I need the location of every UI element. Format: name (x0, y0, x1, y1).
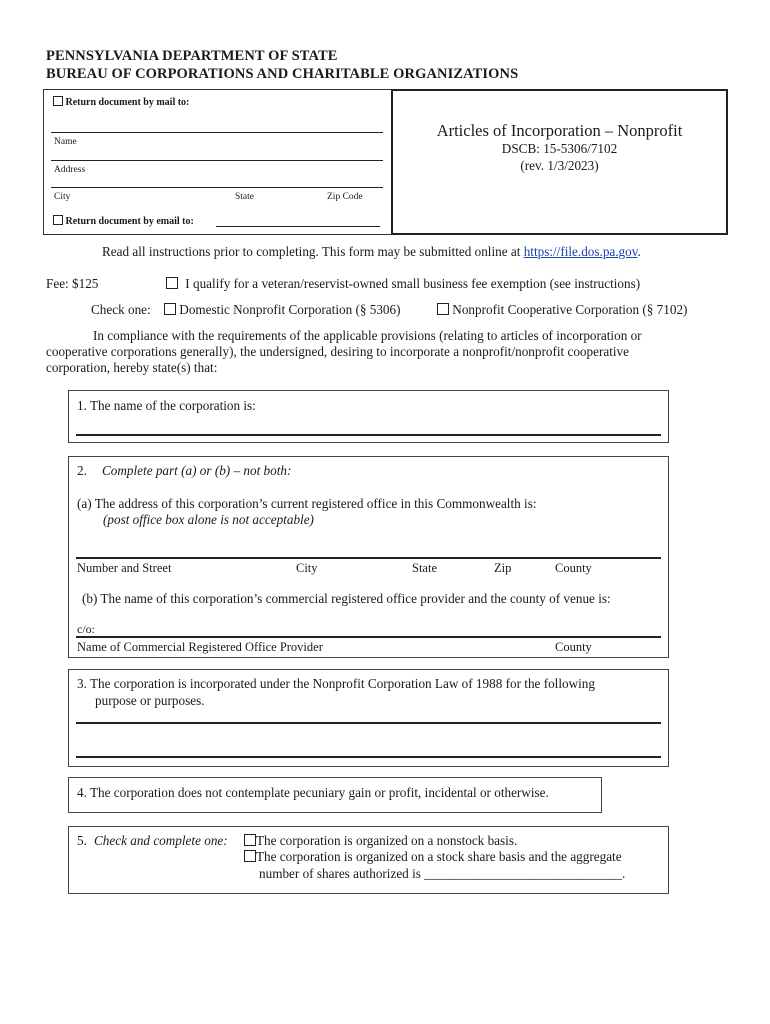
office-provider-line[interactable] (76, 636, 661, 638)
provider-county-label: County (555, 640, 592, 654)
street-label: Number and Street (77, 561, 172, 575)
email-return-checkbox[interactable] (53, 215, 63, 225)
section-5-number: 5. (77, 833, 87, 848)
veteran-exemption-checkbox[interactable] (166, 277, 178, 289)
mail-return-label: Return document by mail to: (65, 97, 190, 108)
pecuniary-gain-statement: 4. The corporation does not contemplate pecuniary gain or profit, incidental or otherwise. (77, 785, 549, 800)
compliance-line-2: cooperative corporations generally), the undersigned, desiring to incorporate a nonprofit/nonprofit cooperative (46, 344, 629, 359)
zip-label: Zip Code (327, 192, 363, 202)
zip-col-label: Zip (494, 561, 512, 575)
state-col-label: State (412, 561, 437, 575)
domestic-nonprofit-checkbox[interactable] (164, 303, 176, 315)
instructions-text: Read all instructions prior to completing. This form may be submitted online at https://file.dos.pa.gov. (102, 244, 641, 259)
nonprofit-cooperative-checkbox[interactable] (437, 303, 449, 315)
section-5-heading: Check and complete one: (94, 833, 228, 848)
bureau-title: BUREAU OF CORPORATIONS AND CHARITABLE ORGANIZATIONS (46, 66, 519, 82)
registered-office-label: (a) The address of this corporation’s current registered office in this Commonwealth is: (77, 496, 537, 511)
office-provider-label: (b) The name of this corporation’s commercial registered office provider and the county of venue is: (82, 591, 611, 606)
email-line[interactable] (216, 226, 380, 227)
city-col-label: City (296, 561, 318, 575)
mail-return-checkbox[interactable] (53, 96, 63, 106)
nonstock-label: The corporation is organized on a nonstock basis. (256, 833, 518, 848)
section-2-heading: Complete part (a) or (b) – not both: (102, 463, 292, 478)
purpose-line-b[interactable] (76, 756, 661, 758)
city-label: City (54, 192, 71, 202)
care-of-label: c/o: (77, 622, 95, 636)
domestic-nonprofit-label: Domestic Nonprofit Corporation (§ 5306) (179, 302, 401, 317)
compliance-line-3: corporation, hereby state(s) that: (46, 360, 218, 375)
corporation-name-line[interactable] (76, 434, 661, 436)
form-title: Articles of Incorporation – Nonprofit (436, 121, 683, 140)
stock-share-checkbox[interactable] (244, 850, 256, 862)
fee-label: Fee: $125 (46, 276, 99, 291)
provider-name-label: Name of Commercial Registered Office Provider (77, 640, 323, 654)
purpose-line-a[interactable] (76, 722, 661, 724)
name-label: Name (54, 137, 77, 147)
name-line[interactable] (51, 132, 383, 133)
po-box-note: (post office box alone is not acceptable) (103, 512, 314, 527)
department-title: PENNSYLVANIA DEPARTMENT OF STATE (46, 48, 338, 64)
form-revision: (rev. 1/3/2023) (520, 158, 599, 173)
shares-authorized-label: number of shares authorized is ______________________________. (259, 866, 626, 881)
check-one-label: Check one: (91, 302, 151, 317)
stock-share-label: The corporation is organized on a stock share basis and the aggregate (256, 849, 622, 864)
section-2-number: 2. (77, 463, 87, 478)
county-col-label: County (555, 561, 592, 575)
form-code: DSCB: 15-5306/7102 (501, 141, 618, 156)
compliance-line-1: In compliance with the requirements of the applicable provisions (relating to articles of incorporation or (93, 328, 642, 343)
email-return-label: Return document by email to: (65, 216, 194, 227)
registered-office-line[interactable] (76, 557, 661, 559)
nonstock-checkbox[interactable] (244, 834, 256, 846)
return-box (43, 89, 392, 235)
state-label: State (235, 192, 254, 202)
purpose-line-1: 3. The corporation is incorporated under the Nonprofit Corporation Law of 1988 for the following (77, 676, 595, 691)
nonprofit-cooperative-label: Nonprofit Cooperative Corporation (§ 7102) (452, 302, 688, 317)
address-label: Address (54, 165, 86, 175)
purpose-line-2: purpose or purposes. (95, 693, 205, 708)
city-line[interactable] (51, 187, 383, 188)
address-line[interactable] (51, 160, 383, 161)
online-filing-link[interactable]: https://file.dos.pa.gov (523, 244, 638, 259)
corporation-name-label: 1. The name of the corporation is: (77, 398, 256, 413)
veteran-exemption-label: I qualify for a veteran/reservist-owned small business fee exemption (see instructions) (185, 276, 641, 291)
